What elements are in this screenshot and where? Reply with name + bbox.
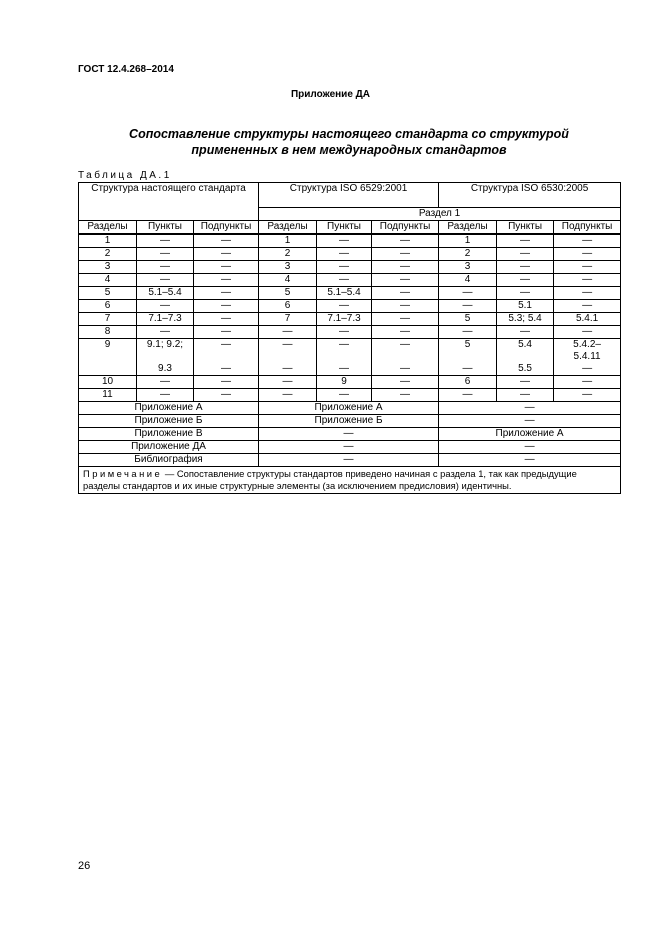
group-header-iso-6529: Структура ISO 6529:2001 [259, 183, 439, 208]
table-cell: — [194, 234, 259, 248]
appendix-title: Приложение ДА [290, 89, 371, 100]
subheader-section-1: Раздел 1 [259, 208, 621, 221]
table-cell: — [554, 389, 621, 402]
table-cell: — [372, 313, 439, 326]
table-cell: — [317, 261, 372, 274]
table-cell: 3 [439, 261, 497, 274]
table-cell: 6 [79, 300, 137, 313]
table-cell: 7.1–7.3 [137, 313, 194, 326]
note-label: Примечание [83, 468, 163, 479]
table-cell: — [194, 274, 259, 287]
table-cell: 4 [439, 274, 497, 287]
column-header: Подпункты [554, 221, 621, 235]
table-cell: 5.1–5.4 [137, 287, 194, 300]
table-cell: 2 [259, 248, 317, 261]
table-cell: Приложение В [79, 428, 259, 441]
table-cell: — [137, 389, 194, 402]
table-cell: — [554, 376, 621, 389]
table-cell: 7 [259, 313, 317, 326]
table-cell: — [194, 326, 259, 339]
table-cell: — [439, 326, 497, 339]
table-label: Таблица ДА.1 [78, 170, 172, 181]
table-cell: — [439, 454, 621, 467]
table-cell: — [259, 454, 439, 467]
appendix-row [79, 415, 621, 428]
table-cell: — [194, 300, 259, 313]
table-cell: — [372, 274, 439, 287]
table-cell: — [372, 248, 439, 261]
table-cell: 2 [79, 248, 137, 261]
table-cell: — [554, 274, 621, 287]
table-cell: 2 [439, 248, 497, 261]
caption-line-2: примененных в нем международных стандартов [191, 143, 507, 157]
table-cell: — [372, 389, 439, 402]
table-cell: Приложение ДА [79, 441, 259, 454]
table-cell: — — [317, 339, 372, 376]
table-cell: — [317, 274, 372, 287]
table-cell: 4 [259, 274, 317, 287]
column-header: Разделы [259, 221, 317, 235]
table-cell: Библиография [79, 454, 259, 467]
caption-line-1: Сопоставление структуры настоящего стандарта со структурой [129, 127, 569, 141]
table-cell: — [194, 313, 259, 326]
table-cell: — [554, 248, 621, 261]
table-cell: 9 [317, 376, 372, 389]
table-row [79, 261, 621, 274]
table-cell: 11 [79, 389, 137, 402]
table-row [79, 274, 621, 287]
group-header-row [79, 183, 621, 208]
table-cell: 5 — [439, 339, 497, 376]
table-cell: 5 [439, 313, 497, 326]
table-cell: — [439, 415, 621, 428]
note-row [79, 467, 621, 494]
table-cell: — [497, 389, 554, 402]
table-cell: — [554, 326, 621, 339]
table-cell: Приложение А [259, 402, 439, 415]
table-cell: — [194, 376, 259, 389]
table-row [79, 326, 621, 339]
note-text: — Сопоставление структуры стандартов приведено начиная с раздела 1, так как предыдущие разделы стандартов и их иные структурные элементы (за исключением предисловия) идентичны. [83, 468, 577, 491]
table-cell: — [317, 326, 372, 339]
appendix-row [79, 428, 621, 441]
table-cell: 5 [79, 287, 137, 300]
table-cell: — [259, 326, 317, 339]
page-number: 26 [78, 860, 91, 872]
table-cell: — [137, 376, 194, 389]
table-cell: — [317, 300, 372, 313]
table-cell: 1 [259, 234, 317, 248]
table-cell: Приложение Б [259, 415, 439, 428]
table-cell: — [554, 300, 621, 313]
table-cell: Приложение А [79, 402, 259, 415]
table-cell: — [317, 389, 372, 402]
table-caption [78, 126, 620, 158]
table-cell: 5.1 [497, 300, 554, 313]
table-cell: 1 [79, 234, 137, 248]
column-header: Подпункты [194, 221, 259, 235]
table-cell: — [497, 326, 554, 339]
table-cell: — [497, 248, 554, 261]
table-cell: — [259, 428, 439, 441]
table-cell: — [497, 287, 554, 300]
table-cell: — [497, 376, 554, 389]
table-cell: — [137, 248, 194, 261]
table-cell: 5.4 5.5 [497, 339, 554, 376]
table-cell: — [372, 234, 439, 248]
table-row [79, 313, 621, 326]
table-row [79, 339, 621, 376]
table-cell: 9 [79, 339, 137, 376]
table-cell: — [372, 287, 439, 300]
table-cell: 9.1; 9.2; 9.3 [137, 339, 194, 376]
table-cell: 7 [79, 313, 137, 326]
table-cell: 7.1–7.3 [317, 313, 372, 326]
table-cell: — [137, 274, 194, 287]
group-header-iso-6530: Структура ISO 6530:2005 [439, 183, 621, 208]
column-header: Пункты [497, 221, 554, 235]
column-header: Разделы [79, 221, 137, 235]
table-row [79, 300, 621, 313]
table-cell: 4 [79, 274, 137, 287]
table-cell: 3 [79, 261, 137, 274]
appendix-row [79, 402, 621, 415]
table-cell: — [317, 234, 372, 248]
table-cell: 5.4.2– 5.4.11 — [554, 339, 621, 376]
table-cell: — [497, 261, 554, 274]
table-cell: — [372, 300, 439, 313]
table-cell: 5.1–5.4 [317, 287, 372, 300]
table-cell: 5 [259, 287, 317, 300]
table-cell: 8 [79, 326, 137, 339]
table-cell: — [554, 261, 621, 274]
table-cell: — [372, 376, 439, 389]
comparison-table [78, 182, 621, 494]
table-cell: — [497, 234, 554, 248]
document-code: ГОСТ 12.4.268–2014 [78, 64, 174, 75]
table-cell: — [194, 248, 259, 261]
table-cell: — [372, 326, 439, 339]
table-cell: 6 [259, 300, 317, 313]
table-cell: — [439, 441, 621, 454]
column-header: Подпункты [372, 221, 439, 235]
table-cell: — [554, 234, 621, 248]
table-row [79, 389, 621, 402]
table-row [79, 234, 621, 248]
table-cell: — [259, 376, 317, 389]
table-cell: — [439, 389, 497, 402]
table-row [79, 376, 621, 389]
table-cell: — [137, 261, 194, 274]
table-cell: 3 [259, 261, 317, 274]
table-cell: 5.3; 5.4 [497, 313, 554, 326]
table-cell: 6 [439, 376, 497, 389]
appendix-row [79, 441, 621, 454]
table-cell: — [194, 261, 259, 274]
table-cell: 1 [439, 234, 497, 248]
table-cell: — [194, 287, 259, 300]
table-cell: — [137, 300, 194, 313]
table-cell: — [497, 274, 554, 287]
table-cell: — [137, 326, 194, 339]
column-header: Разделы [439, 221, 497, 235]
table-cell: — — [259, 339, 317, 376]
table-cell: — [259, 389, 317, 402]
table-note [79, 467, 621, 494]
table-row [79, 287, 621, 300]
column-header-row [79, 221, 621, 235]
table-cell: Приложение А [439, 428, 621, 441]
table-cell: — — [194, 339, 259, 376]
table-cell: — [317, 248, 372, 261]
table-cell: — [439, 300, 497, 313]
column-header: Пункты [317, 221, 372, 235]
table-cell: 5.4.1 [554, 313, 621, 326]
table-cell: — [259, 441, 439, 454]
group-header-this-standard: Структура настоящего стандарта [79, 183, 259, 221]
table-cell: Приложение Б [79, 415, 259, 428]
table-cell: — — [372, 339, 439, 376]
table-cell: — [439, 402, 621, 415]
table-cell: — [554, 287, 621, 300]
table-cell: — [194, 389, 259, 402]
table-cell: — [137, 234, 194, 248]
table-cell: — [372, 261, 439, 274]
table-cell: — [439, 287, 497, 300]
column-header: Пункты [137, 221, 194, 235]
table-row [79, 248, 621, 261]
table-cell: 10 [79, 376, 137, 389]
appendix-row [79, 454, 621, 467]
